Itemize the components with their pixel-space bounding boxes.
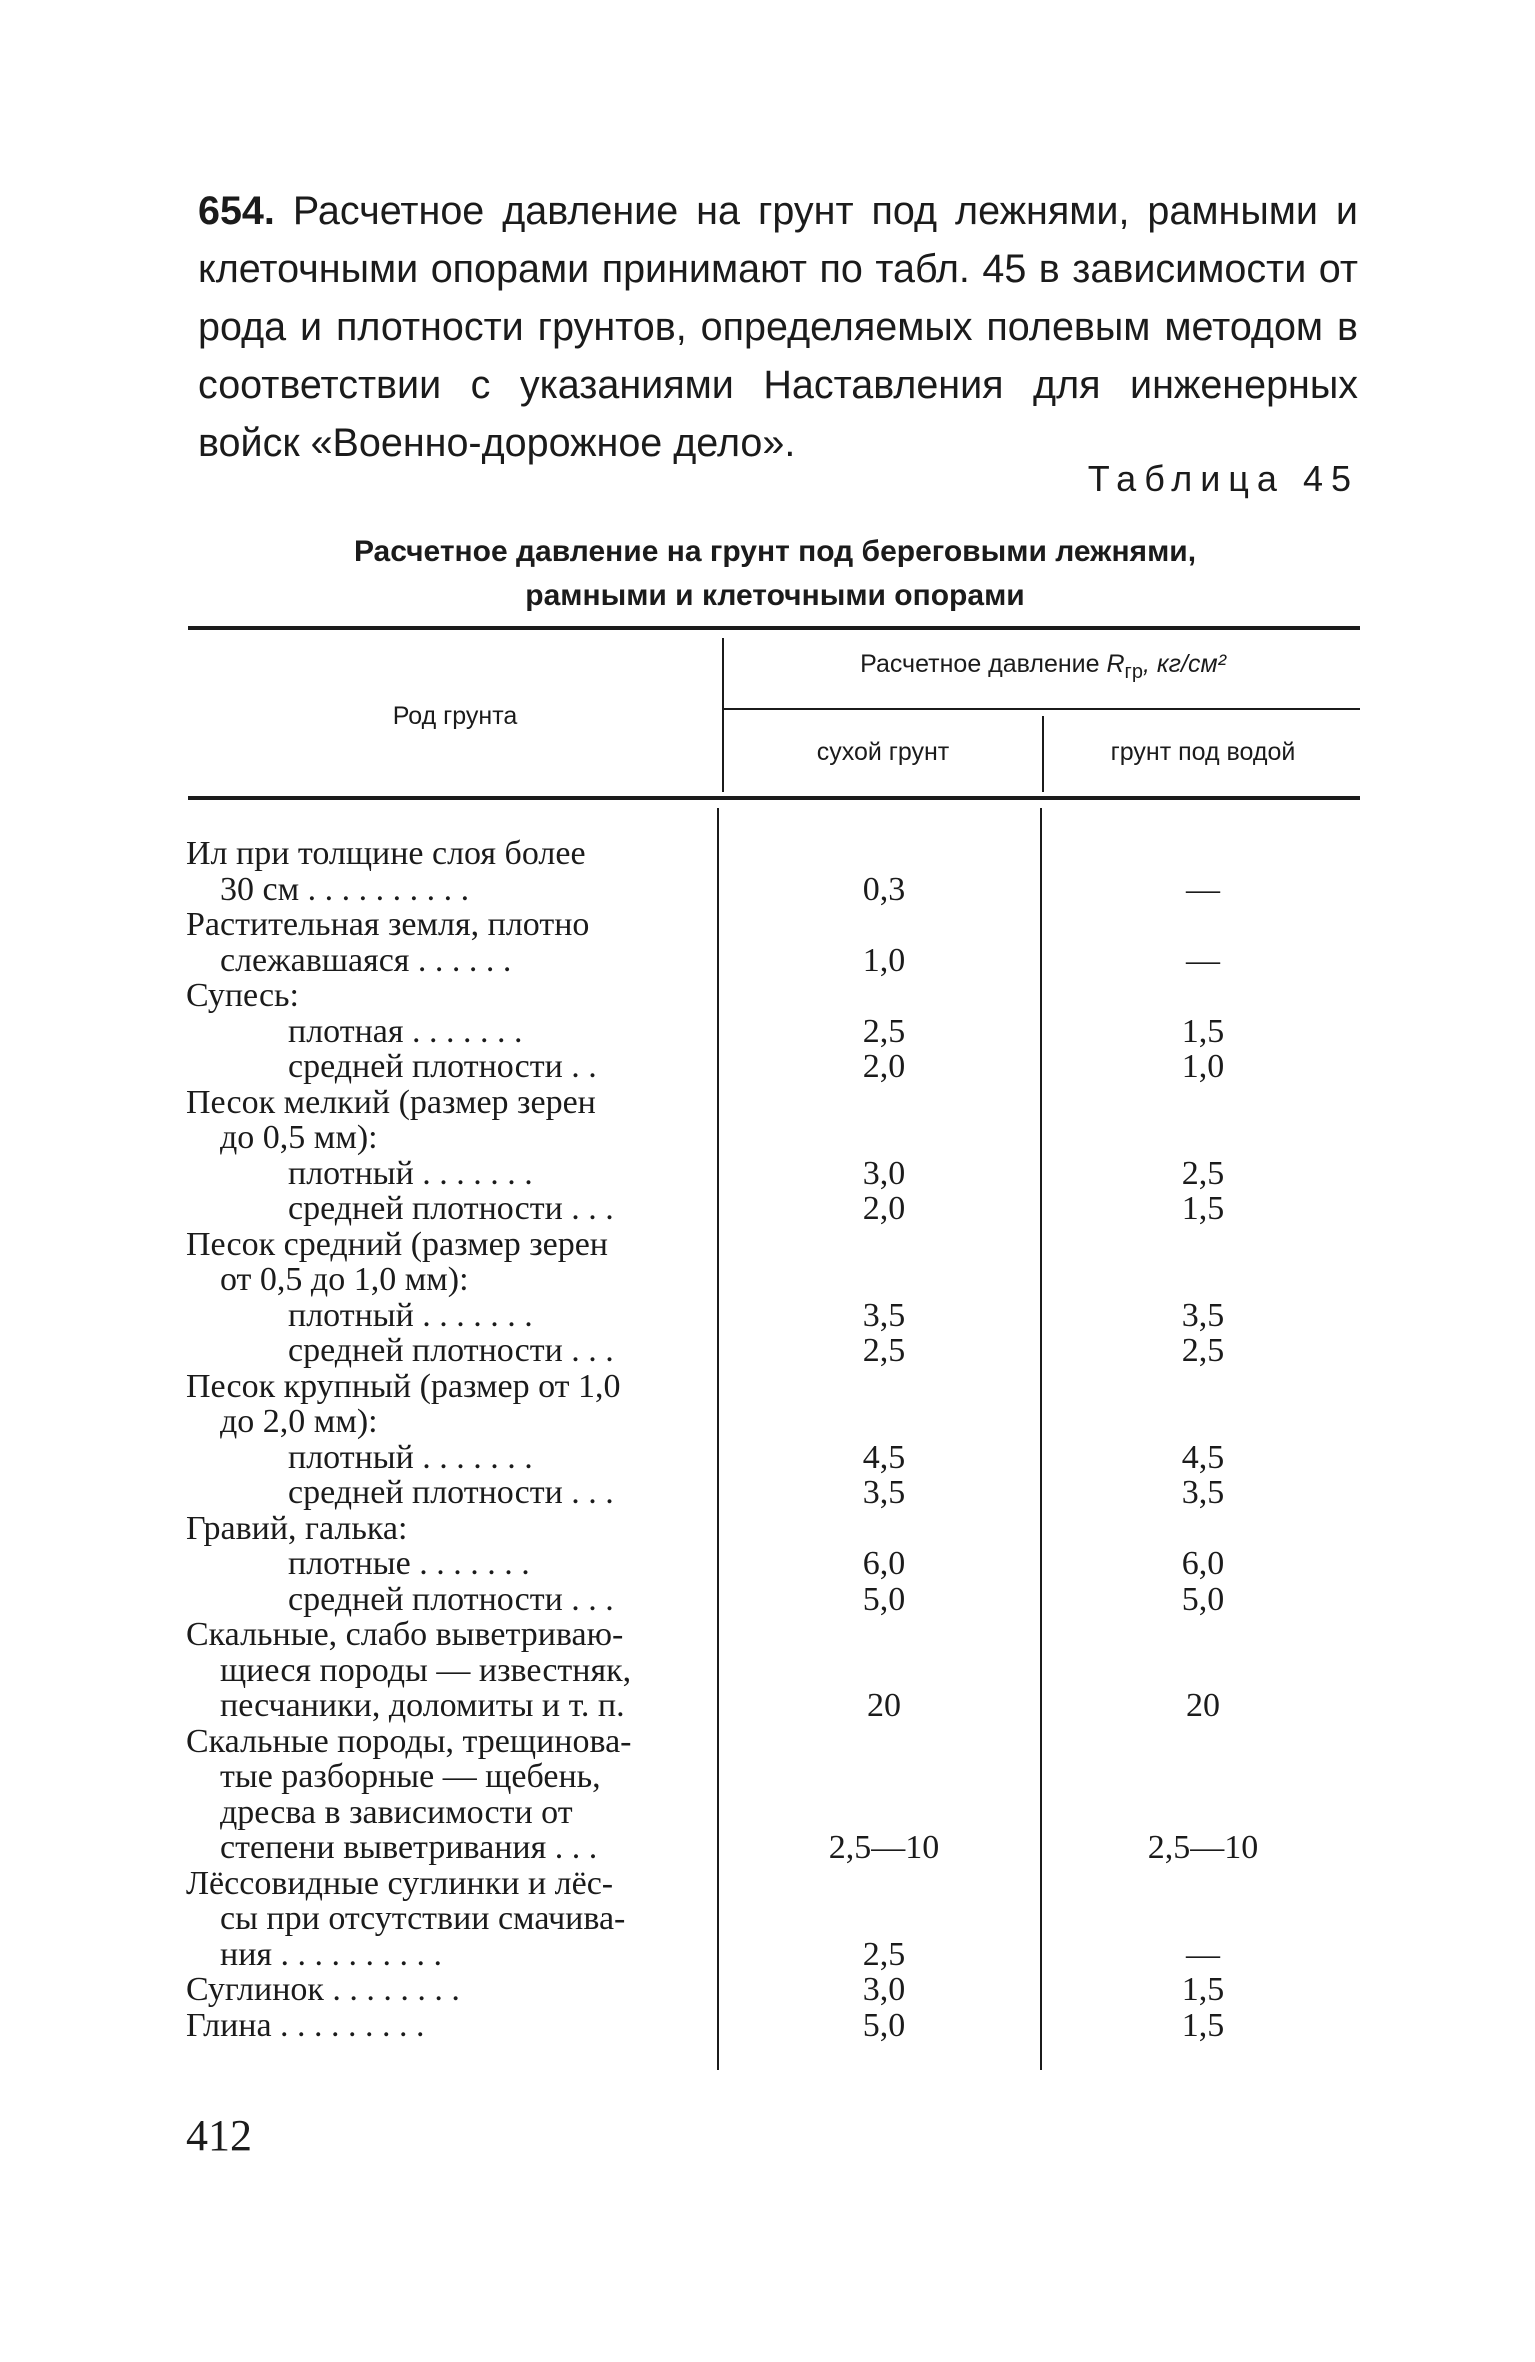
- row-wet-value: 1,5: [1181, 2006, 1225, 2044]
- row-label: тые разборные — щебень,: [220, 1759, 601, 1795]
- table-row: [0, 1901, 1535, 1937]
- row-label: средней плотности . . .: [288, 1191, 614, 1227]
- row-dry-value: 4,5: [862, 1438, 906, 1476]
- row-wet-value: 3,5: [1181, 1296, 1225, 1334]
- table-row: [0, 943, 1535, 979]
- table-row: [0, 1653, 1535, 1689]
- header-pressure-symbol: R: [1106, 650, 1125, 678]
- table-row: [0, 1014, 1535, 1050]
- table-row: [0, 1262, 1535, 1298]
- table-title: [190, 530, 1360, 618]
- row-dry-value: 3,5: [862, 1474, 906, 1511]
- table-row: [0, 1972, 1535, 2008]
- table-row: [0, 1795, 1535, 1831]
- row-label: Песок средний (размер зерен: [186, 1226, 608, 1263]
- row-label: 30 см . . . . . . . . . .: [220, 871, 470, 908]
- row-dry-value: 20: [867, 1687, 901, 1724]
- row-label: до 2,0 мм):: [220, 1404, 378, 1440]
- table-row: [0, 1724, 1535, 1760]
- header-pressure-unit: , кг/см²: [1142, 650, 1226, 678]
- table-row: [0, 1617, 1535, 1653]
- table-row: [0, 1866, 1535, 1902]
- header-soil-under-water: грунт под водой: [1110, 738, 1296, 766]
- row-label: Супесь:: [186, 978, 300, 1014]
- row-label: степени выветривания . . .: [220, 1830, 598, 1866]
- row-label: Суглинок . . . . . . . .: [186, 1972, 460, 2008]
- row-label: средней плотности . . .: [288, 1475, 614, 1511]
- row-dry-value: 3,0: [862, 1971, 906, 2008]
- row-wet-value: 6,0: [1181, 1545, 1225, 1582]
- row-label: Песок крупный (размер от 1,0: [186, 1368, 621, 1405]
- header-divider-1: [722, 638, 724, 792]
- table-row: [0, 1369, 1535, 1405]
- table-row: [0, 1404, 1535, 1440]
- row-label: песчаники, доломиты и т. п.: [220, 1688, 625, 1724]
- row-label: Глина . . . . . . . . .: [186, 2007, 425, 2044]
- table-row: [0, 1830, 1535, 1866]
- header-dry-soil: сухой грунт: [816, 738, 950, 766]
- header-bottom-rule: [188, 796, 1360, 800]
- header-group-rule: [724, 708, 1360, 710]
- table-top-rule: [188, 626, 1360, 630]
- table-row: [0, 872, 1535, 908]
- row-label: от 0,5 до 1,0 мм):: [220, 1262, 469, 1298]
- row-wet-value: —: [1186, 870, 1220, 908]
- table-row: [0, 1298, 1535, 1334]
- table-title-line-1: Расчетное давление на грунт под береговыми лежнями,: [353, 535, 1197, 568]
- row-wet-value: 5,0: [1181, 1580, 1225, 1618]
- row-wet-value: 1,5: [1181, 1012, 1225, 1050]
- table-row: [0, 1156, 1535, 1192]
- table-row: [0, 1688, 1535, 1724]
- paragraph-number: 654.: [198, 189, 275, 233]
- row-label: слежавшаяся . . . . . .: [220, 942, 512, 979]
- row-wet-value: 2,5: [1181, 1154, 1225, 1192]
- row-dry-value: 2,0: [862, 1048, 906, 1085]
- row-label: плотные . . . . . . .: [288, 1546, 530, 1582]
- table-row: [0, 1227, 1535, 1263]
- row-wet-value: 1,5: [1181, 1971, 1225, 2008]
- row-label: Скальные породы, трещинова-: [186, 1723, 632, 1760]
- row-wet-value: 2,5—10: [1147, 1829, 1259, 1866]
- row-wet-value: 20: [1186, 1687, 1220, 1724]
- row-label: Гравий, галька:: [186, 1510, 408, 1547]
- row-dry-value: 1,0: [862, 941, 906, 979]
- table-row: [0, 2008, 1535, 2044]
- row-wet-value: 2,5: [1181, 1332, 1225, 1369]
- row-wet-value: 3,5: [1181, 1474, 1225, 1511]
- row-dry-value: 3,5: [862, 1296, 906, 1334]
- row-label: плотный . . . . . . .: [288, 1155, 533, 1192]
- table-row: [0, 1511, 1535, 1547]
- row-dry-value: 2,5—10: [828, 1829, 940, 1866]
- table-row: [0, 907, 1535, 943]
- table-row: [0, 1085, 1535, 1121]
- header-pressure-prefix: Расчетное давление: [860, 650, 1107, 678]
- row-dry-value: 3,0: [862, 1154, 906, 1192]
- paragraph-text: Расчетное давление на грунт под лежнями, рамными и клеточными опорами принимают по табл. 45 в зависимости от рода и плотности грунтов, определяемых полевым методом в соответствии с указаниями Наставления для инженерных войск «Военно-дорожное дело».: [198, 189, 1358, 465]
- row-label: Лёссовидные суглинки и лёс-: [186, 1865, 614, 1902]
- row-label: дресва в зависимости от: [220, 1794, 573, 1831]
- table-title-line-2: рамными и клеточными опорами: [525, 579, 1025, 612]
- row-wet-value: 4,5: [1181, 1438, 1225, 1476]
- row-label: плотная . . . . . . .: [288, 1013, 523, 1050]
- row-dry-value: 2,5: [862, 1935, 906, 1973]
- row-label: плотный . . . . . . .: [288, 1297, 533, 1334]
- header-soil-type: Род грунта: [392, 702, 518, 730]
- table-row: [0, 1333, 1535, 1369]
- row-label: Растительная земля, плотно: [186, 907, 590, 943]
- row-label: средней плотности . . .: [288, 1581, 614, 1618]
- table-row: [0, 1546, 1535, 1582]
- row-dry-value: 2,5: [862, 1332, 906, 1369]
- table-row: [0, 836, 1535, 872]
- row-dry-value: 5,0: [862, 2006, 906, 2044]
- row-label: до 0,5 мм):: [220, 1120, 378, 1156]
- row-dry-value: 5,0: [862, 1580, 906, 1618]
- row-wet-value: 1,0: [1181, 1048, 1225, 1085]
- row-wet-value: 1,5: [1181, 1190, 1225, 1227]
- row-dry-value: 6,0: [862, 1545, 906, 1582]
- table-row: [0, 1937, 1535, 1973]
- table-row: [0, 1475, 1535, 1511]
- row-dry-value: 2,0: [862, 1190, 906, 1227]
- row-dry-value: 2,5: [862, 1012, 906, 1050]
- paragraph-654: [198, 182, 1358, 472]
- row-label: средней плотности . . .: [288, 1333, 614, 1369]
- table-row: [0, 1759, 1535, 1795]
- row-label: Ил при толщине слоя более: [186, 836, 586, 872]
- row-label: Скальные, слабо выветриваю-: [186, 1617, 624, 1653]
- row-label: Песок мелкий (размер зерен: [186, 1084, 596, 1121]
- row-wet-value: —: [1186, 1935, 1220, 1973]
- table-row: [0, 1049, 1535, 1085]
- row-label: ния . . . . . . . . . .: [220, 1936, 443, 1973]
- row-label: плотный . . . . . . .: [288, 1439, 533, 1476]
- page-number: 412: [186, 2111, 252, 2160]
- row-label: сы при отсутствии смачива-: [220, 1901, 626, 1937]
- header-pressure-subscript: гр: [1124, 661, 1143, 683]
- table-row: [0, 1440, 1535, 1476]
- row-dry-value: 0,3: [862, 870, 906, 908]
- table-caption: Таблица 45: [1087, 458, 1359, 499]
- row-label: средней плотности . .: [288, 1049, 597, 1085]
- row-label: щиеся породы — известняк,: [220, 1652, 632, 1689]
- header-divider-2: [1042, 716, 1044, 792]
- table-row: [0, 978, 1535, 1014]
- row-wet-value: —: [1186, 941, 1220, 979]
- table-row: [0, 1120, 1535, 1156]
- header-pressure-group: [726, 650, 1360, 684]
- table-row: [0, 1582, 1535, 1618]
- table-row: [0, 1191, 1535, 1227]
